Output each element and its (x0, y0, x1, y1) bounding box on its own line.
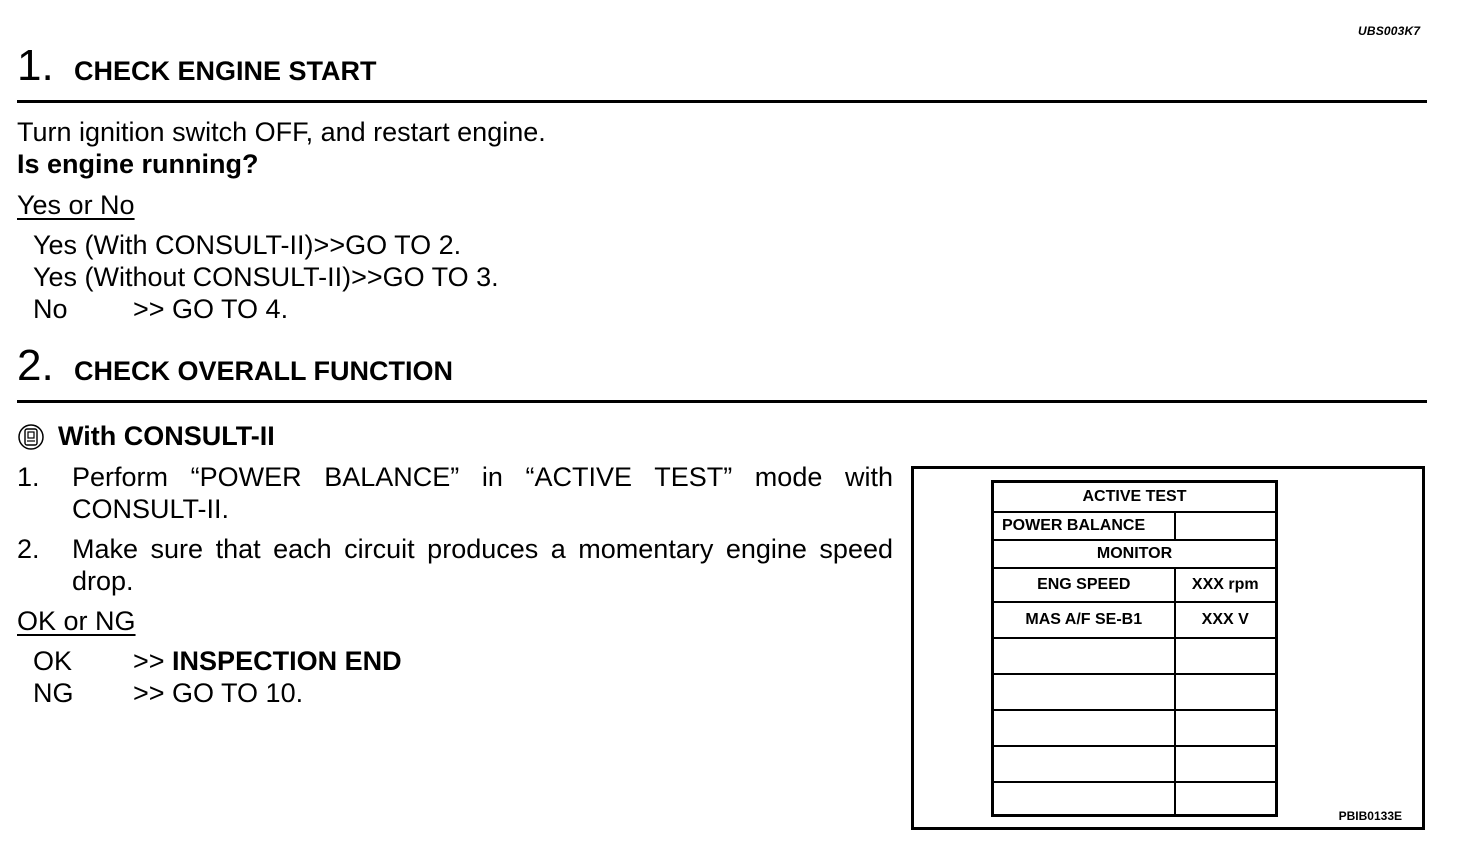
figure-code: PBIB0133E (1338, 809, 1402, 823)
step-1-number: 1. (17, 41, 54, 90)
active-test-header: ACTIVE TEST (993, 482, 1277, 512)
document-code: UBS003K7 (1358, 24, 1421, 38)
monitor-value-cell: XXX rpm (1175, 568, 1277, 602)
step-1-instruction: Turn ignition switch OFF, and restart engine. (17, 117, 546, 147)
active-test-screen (991, 480, 1278, 817)
step-1-choice-heading: Yes or No (17, 190, 135, 220)
step-1-question: Is engine running? (17, 149, 259, 179)
monitor-value-cell: XXX V (1175, 602, 1277, 638)
monitor-empty-cell (1175, 746, 1277, 782)
step-1-title: CHECK ENGINE START (74, 56, 377, 86)
step-1-choice-no-action: >> GO TO 4. (133, 294, 289, 324)
step-2-ok-result: INSPECTION END (172, 646, 402, 676)
monitor-empty-cell (1175, 710, 1277, 746)
list-item-text: Perform “POWER BALANCE” in “ACTIVE TEST” mode with CONSULT-II. (72, 462, 893, 524)
monitor-empty-cell (993, 746, 1175, 782)
step-2-choice-heading: OK or NG (17, 606, 136, 636)
monitor-item-cell: MAS A/F SE-B1 (993, 602, 1175, 638)
list-item (17, 461, 893, 525)
step-2-ok-prefix: >> (133, 646, 173, 676)
monitor-header: MONITOR (993, 540, 1277, 568)
step-2-ng-label: NG (33, 678, 74, 708)
step-1-choice-no-label: No (33, 294, 68, 324)
monitor-empty-cell (1175, 638, 1277, 674)
monitor-empty-cell (993, 638, 1175, 674)
step-1-rule (17, 100, 1427, 103)
monitor-empty-cell (993, 674, 1175, 710)
list-item-text: Make sure that each circuit produces a momentary engine speed drop. (72, 534, 893, 596)
step-2-number: 2. (17, 341, 54, 390)
power-balance-cell: POWER BALANCE (993, 512, 1175, 540)
power-balance-value-cell (1175, 512, 1277, 540)
monitor-empty-cell (993, 710, 1175, 746)
monitor-empty-cell (993, 782, 1175, 816)
step-2-ok-label: OK (33, 646, 73, 676)
consult-ii-icon (18, 424, 44, 450)
step-2-rule (17, 400, 1427, 403)
monitor-empty-cell (1175, 674, 1277, 710)
list-item (17, 533, 893, 597)
step-2-ng-action: >> GO TO 10. (133, 678, 304, 708)
step-2-title: CHECK OVERALL FUNCTION (74, 356, 454, 386)
step-1-choice-yes-no-consult: Yes (Without CONSULT-II)>>GO TO 3. (33, 262, 499, 292)
list-item-number: 2. (17, 534, 40, 564)
monitor-empty-cell (1175, 782, 1277, 816)
monitor-item-cell: ENG SPEED (993, 568, 1175, 602)
with-consult-label: With CONSULT-II (58, 421, 275, 451)
step-1-choice-yes-consult: Yes (With CONSULT-II)>>GO TO 2. (33, 230, 462, 260)
consult-screen-figure (911, 466, 1425, 830)
step-2-ok-action (133, 645, 402, 677)
list-item-number: 1. (17, 462, 40, 492)
